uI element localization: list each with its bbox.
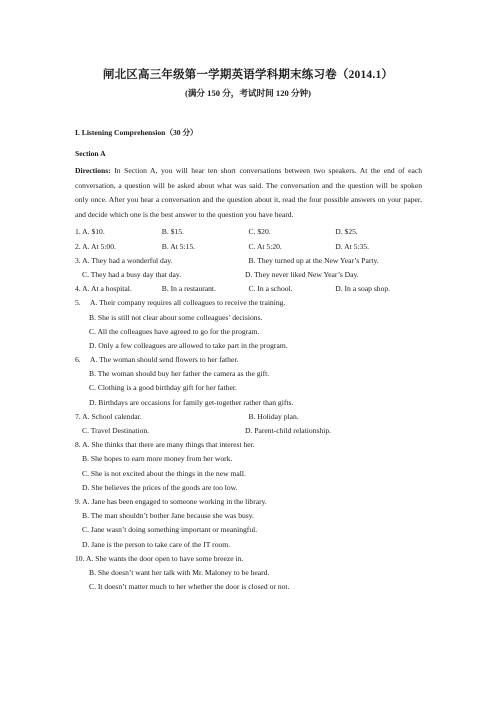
directions-paragraph [75, 164, 422, 222]
directions-label: Directions: [75, 166, 111, 175]
q4-option-b: B. In a restaurant. [161, 284, 216, 294]
q1-option-d: D. $25. [335, 227, 358, 237]
q7-option-d: D. Parent-child relationship. [245, 426, 332, 435]
q5-option-d: D. Only a few colleagues are allowed to take part in the program. [89, 340, 288, 350]
q5-option-a: A. Their company requires all colleagues to receive the training. [90, 298, 286, 308]
q5-option-b: B. She is still not clear about some colleagues’ decisions. [89, 312, 263, 322]
exam-content [75, 126, 422, 594]
question-6-option-a-line [75, 353, 422, 367]
q9-option-c: C. Jane wasn’t doing something important or meaningful. [82, 525, 258, 535]
q2-option-d: D. At 5:35. [335, 241, 370, 251]
q1-option-c: C. $20. [248, 227, 271, 237]
q6-number: 6. [75, 355, 81, 365]
q8-option-c: C. She is not excited about the things in the new mall. [82, 468, 246, 478]
q9-option-d: D. Jane is the person to take care of the IT room. [82, 539, 231, 549]
q6-option-d: D. Birthdays are occasions for family get-together rather than gifts. [89, 397, 294, 407]
q10-option-c: C. It doesn’t matter much to her whether the door is closed or not. [89, 582, 290, 592]
q8-option-b: B. She hopes to earn more money from her work. [82, 454, 233, 464]
question-1 [75, 225, 422, 239]
q3-option-a: 3. A. They had a wonderful day. [75, 255, 173, 265]
q4-option-d: D. In a soap shop. [335, 284, 391, 294]
q7-option-a: 7. A. School calendar. [75, 411, 142, 421]
q9-option-a: 9. A. Jane has been engaged to someone working in the library. [75, 496, 267, 506]
q8-option-d: D. She believes the prices of the goods are too low. [82, 482, 238, 492]
q2-option-c: C. At 5:20. [248, 241, 282, 251]
question-3-row-1 [75, 254, 422, 268]
q5-number: 5. [75, 298, 81, 308]
q2-option-b: B. At 5:15. [161, 241, 196, 251]
question-4 [75, 282, 422, 296]
part-heading: I. Listening Comprehension（30 分） [75, 128, 198, 137]
q3-option-d: D. They never liked New Year’s Day. [245, 269, 359, 279]
q3-option-b: B. They turned up at the New Year’s Party. [248, 255, 379, 265]
q7-option-b: B. Holiday plan. [248, 411, 299, 421]
q10-option-a: 10. A. She wants the door open to have some breeze in. [75, 553, 244, 563]
q8-option-a: 8. A. She thinks that there are many things that interest her. [75, 440, 255, 450]
q1-option-a: 1. A. $10. [75, 227, 105, 237]
page-subtitle: (满分 150 分，考试时间 120 分钟) [184, 88, 312, 98]
section-heading: Section A [75, 149, 106, 158]
question-3-row-2 [75, 268, 422, 282]
question-7-row-2 [75, 424, 422, 438]
question-5-option-a-line [75, 296, 422, 310]
q6-option-c: C. Clothing is a good birthday gift for her father. [89, 383, 237, 393]
q1-option-b: B. $15. [161, 227, 184, 237]
directions-text: In Section A, you will hear ten short conversations between two speakers. At the end of each conversation, a question will be asked about what was said. The conversation and the question will be spoken only once. After you hear a conversation and the question about it, read the four possible answers on your paper, and decide which one is the best answer to the question you have heard. [75, 166, 422, 219]
question-2 [75, 240, 422, 254]
page-title: 闸北区高三年级第一学期英语学科期末练习卷（2014.1） [102, 69, 394, 81]
q10-option-b: B. She doesn’t want her talk with Mr. Maloney to be heard. [89, 567, 270, 577]
q9-option-b: B. The man shouldn’t bother Jane because she was busy. [82, 511, 254, 521]
q5-option-c: C. All the colleagues have agreed to go for the program. [89, 326, 260, 336]
question-7-row-1 [75, 410, 422, 424]
q3-option-c: C. They had a busy day that day. [82, 269, 182, 279]
q6-option-b: B. The woman should buy her father the camera as the gift. [89, 369, 270, 379]
q2-option-a: 2. A. At 5:00. [75, 241, 116, 251]
q7-option-c: C. Travel Destination. [82, 426, 150, 435]
q4-option-c: C. In a school. [248, 284, 293, 294]
q4-option-a: 4. A. At a hospital. [75, 284, 132, 294]
q6-option-a: A. The woman should send flowers to her father. [90, 355, 239, 365]
